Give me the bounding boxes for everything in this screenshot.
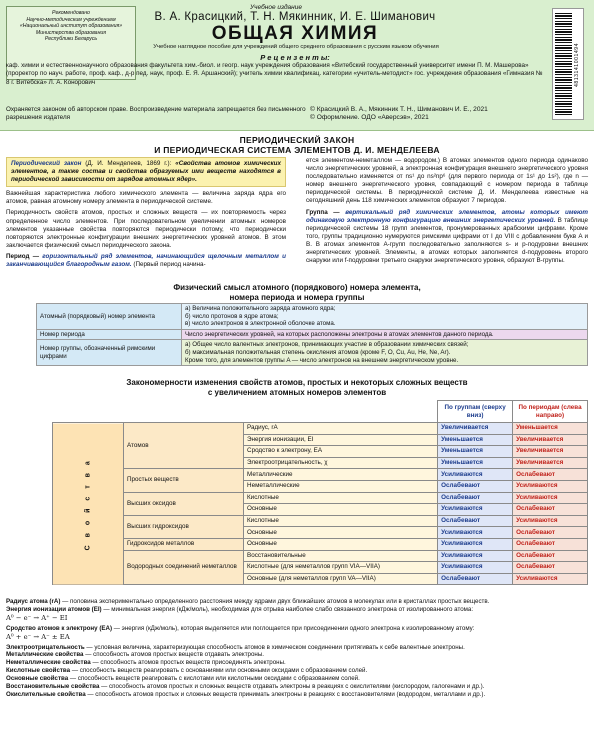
- stamp-line: «Национальный институт образования»: [19, 23, 123, 30]
- trend-periods: Усиливаются: [513, 573, 588, 585]
- copyright-notice: Охраняется законом об авторском праве. Воспроизведение материала запрещается без письменного разрешения издателя: [6, 106, 306, 122]
- barcode: [552, 8, 584, 120]
- definition-term: Неметаллические свойства: [6, 659, 91, 667]
- subtitle-line: с увеличением атомных номеров элементов: [207, 387, 387, 397]
- table-row: [37, 329, 588, 340]
- left-column: [6, 157, 286, 272]
- trend-periods: Увеличивается: [513, 434, 588, 446]
- definition-text: — условная величина, характеризующая способность атомов в химическом соединении притягивать к себе валентные электроны.: [84, 643, 465, 651]
- trend-periods: Усиливаются: [513, 480, 588, 492]
- row-key: Номер периода: [37, 329, 182, 340]
- trend-groups: Уменьшается: [438, 434, 513, 446]
- property-name: Восстановительные: [244, 550, 438, 562]
- copyright-authors: © Красицкий В. А., Мякинник Т. Н., Шиманович И. Е., 2021: [310, 106, 488, 113]
- law-text: «Свойства атомов химических элементов, а также состав и свойства образуемых ими веществ находятся в периодической зависимости от зарядов атомных ядер».: [11, 160, 282, 184]
- property-name: Сродство к электрону, EА: [244, 446, 438, 458]
- section-title-line: ПЕРИОДИЧЕСКИЙ ЗАКОН: [239, 135, 355, 145]
- definition-item: [6, 667, 588, 675]
- definition-text: — способность веществ реагировать с кислотами или кислотными оксидами с образованием солей.: [68, 675, 360, 683]
- trend-periods: Ослабевают: [513, 469, 588, 481]
- definition-text: — способность атомов простых веществ отдавать электроны.: [83, 651, 265, 659]
- definition-item: [6, 691, 588, 699]
- trend-periods: Ослабевают: [513, 504, 588, 516]
- definition-text: — способность веществ реагировать с основаниями или основными оксидами с образованием солей.: [70, 667, 368, 675]
- row-value: [182, 340, 588, 366]
- law-author: (Д. И. Менделеев, 1869 г.):: [85, 160, 172, 167]
- book-title: ОБЩАЯ ХИМИЯ: [211, 23, 379, 44]
- stamp-line: Научно-методическим учреждением: [26, 16, 116, 23]
- trend-groups: Ослабевают: [438, 515, 513, 527]
- regularities-table: [52, 400, 588, 585]
- physical-meaning-title: [0, 283, 594, 302]
- physical-meaning-table: [36, 303, 588, 366]
- definitions-list: [6, 598, 588, 699]
- row-value: [182, 329, 588, 340]
- stamp-line: Рекомендовано: [52, 10, 90, 16]
- formula: A⁰ − e⁻ → A⁺ − EI: [6, 613, 68, 622]
- trend-periods: Ослабевают: [513, 527, 588, 539]
- col-header-groups: По группам (сверху вниз): [438, 401, 513, 423]
- period-term: Период —: [6, 252, 40, 260]
- table-row: [53, 538, 588, 550]
- trend-periods: Ослабевают: [513, 538, 588, 550]
- row-key: Номер группы, обозначенный римскими цифрами: [37, 340, 182, 366]
- book-type: Учебное издание: [250, 4, 302, 11]
- property-name: Электроотрицательность, χ: [244, 457, 438, 469]
- period-def: горизонтальный ряд элементов, начинающийся щелочным металлом и заканчивающийся благородным газом.: [6, 252, 286, 269]
- period-tail: (Первый период начина-: [133, 261, 206, 269]
- row-value: [182, 304, 588, 330]
- value-line: а) Общее число валентных электронов, принимающих участие в образовании химических связей;: [185, 341, 469, 349]
- trend-groups: Усиливаются: [438, 527, 513, 539]
- paragraph: ется элементом-неметаллом — водородом.) В атомах элементов одного периода одинаково число энергетических уровней, а электронная конфигурация внешнего энергетического уровня последовательно изменяется от ns¹ до ns²np⁶ (для первого периода от 1s¹ до 1s²), где n — номер внешнего энергетического уровня, совпадающий с номером периода в таблице периодической системы. В периодической системе Д. И. Менделеева известные на сегодняшний день 118 химических элементов образуют 7 периодов.: [306, 157, 588, 205]
- table-row: [53, 423, 588, 435]
- trend-periods: Усиливаются: [513, 492, 588, 504]
- definition-item: [6, 598, 588, 606]
- property-name: Основные (для неметаллов групп VA—VIIA): [244, 573, 438, 585]
- paragraph: Периодичность свойств атомов, простых и сложных веществ — их повторяемость через определенное число элементов. При последовательном увеличении атомных номеров элементов указанные свойства повторяются периодически потому, что периодически повторяются электронные конфигурации внешних энергетических уровней атомов. В этом заключается физический смысл периодического закона.: [6, 209, 286, 249]
- formula: A⁰ + e⁻ → A⁻ ± EА: [6, 632, 70, 641]
- regularities-title: [0, 378, 594, 397]
- table-row: [37, 304, 588, 330]
- subtitle-line: Закономерности изменения свойств атомов, простых и некоторых сложных веществ: [126, 378, 468, 387]
- trend-groups: Ослабевают: [438, 492, 513, 504]
- table-row: [37, 340, 588, 366]
- regularities-body: [53, 423, 588, 585]
- definition-term: Сродство атомов к электрону (EА): [6, 624, 113, 632]
- property-name: Основные: [244, 527, 438, 539]
- property-name: Кислотные (для неметаллов групп VIA—VIIA): [244, 562, 438, 574]
- value-line: б) число протонов в ядре атома;: [185, 312, 279, 320]
- trend-groups: Ослабевают: [438, 573, 513, 585]
- trend-groups: Увеличивается: [438, 423, 513, 435]
- group-term: Группа —: [306, 208, 340, 216]
- group-name: Высших гидроксидов: [124, 515, 244, 538]
- reviewers-text: каф. химии и естественнонаучного образования факультета хим.-биол. и геогр. наук учреждения образования «Витебский государственный университет имени П. М. Машерова» (проректор по науч. работе, проф. каф., д-р пед. наук, проф. Е. Я. Аршанский); учитель химии квалификац. категории «учитель-методист» гос. учреждения образования «Гимназия № 8 г. Витебска» Л. А. Конорович: [6, 62, 543, 86]
- definition-term: Металлические свойства: [6, 651, 84, 659]
- stamp-line: Республики Беларусь: [44, 36, 98, 43]
- trend-groups: Усиливаются: [438, 469, 513, 481]
- property-name: Кислотные: [244, 492, 438, 504]
- stamp-line: Министерства образования: [35, 29, 107, 36]
- value-line: б) максимальная положительная степень окисления атомов (кроме F, O, Cu, Au, He, Ne, Ar).: [185, 348, 451, 356]
- trend-periods: Увеличивается: [513, 457, 588, 469]
- trend-groups: Ослабевают: [438, 480, 513, 492]
- group-name: Водородных соединений неметаллов: [124, 550, 244, 585]
- definition-text: — энергия (кДж/моль), которая выделяется или поглощается при присоединении одного электрона к изолированному атому:: [112, 624, 475, 632]
- trend-periods: Усиливаются: [513, 515, 588, 527]
- value-line: в) число электронов в электронной оболочке атома.: [185, 320, 336, 328]
- value-line: Число энергетических уровней, на которых расположены электроны в атомах элементов данного периода.: [185, 330, 494, 338]
- definition-item: [6, 606, 588, 614]
- property-name: Энергия ионизации, EI: [244, 434, 438, 446]
- property-name: Металлические: [244, 469, 438, 481]
- property-name: Основные: [244, 504, 438, 516]
- table-row: [53, 469, 588, 481]
- definition-text: — способность атомов простых веществ присоединять электроны.: [90, 659, 286, 667]
- trend-periods: Ослабевают: [513, 550, 588, 562]
- property-name: Неметаллические: [244, 480, 438, 492]
- definition-term: Восстановительные свойства: [6, 683, 100, 691]
- trend-groups: Уменьшается: [438, 457, 513, 469]
- copyright-design: © Оформление. ОДО «Аверсэв», 2021: [310, 114, 429, 122]
- group-name: Простых веществ: [124, 469, 244, 492]
- paragraph: Важнейшая характеристика любого химического элемента — величина заряда ядра его атомов, равная атомному номеру элемента в периодической системе.: [6, 190, 286, 206]
- definition-item: [6, 625, 588, 633]
- table-header-row: [53, 401, 588, 423]
- section-title-line: И ПЕРИОДИЧЕСКАЯ СИСТЕМА ЭЛЕМЕНТОВ Д. И. МЕНДЕЛЕЕВА: [154, 145, 440, 155]
- definition-term: Кислотные свойства: [6, 667, 71, 675]
- definition-item: [6, 683, 588, 691]
- barcode-bars: [555, 13, 572, 117]
- definition-item: [6, 659, 588, 667]
- trend-groups: Усиливаются: [438, 538, 513, 550]
- definition-text: — минимальная энергия (кДж/моль), необходимая для отрыва наиболее слабо связанного электрона от изолированного атома:: [101, 605, 474, 613]
- trend-periods: Увеличивается: [513, 446, 588, 458]
- reviewers-heading: Р е ц е н з е н т ы:: [260, 53, 330, 62]
- group-name: Высших оксидов: [124, 492, 244, 515]
- header-spacer: [53, 401, 438, 423]
- definition-item: [6, 651, 588, 659]
- subtitle-line: номера периода и номера группы: [229, 292, 365, 302]
- definition-term: Энергия ионизации атомов (EI): [6, 605, 102, 613]
- group-name: Атомов: [124, 423, 244, 469]
- barcode-number: 4813141001494: [574, 43, 580, 88]
- definition-term: Основные свойства: [6, 675, 69, 683]
- table-row: [53, 550, 588, 562]
- periodic-law-box: [6, 157, 286, 187]
- definition-item: [6, 644, 588, 652]
- definition-term: Окислительные свойства: [6, 690, 86, 698]
- definition-text: — способность атомов простых и сложных веществ отдавать электроны в реакциях с окислителями (кислородом, галогенами и др.).: [99, 683, 485, 691]
- copyright-info: [310, 106, 550, 123]
- law-label: Периодический закон: [11, 160, 82, 167]
- table-row: [53, 515, 588, 527]
- definition-item: [6, 675, 588, 683]
- table-row: [53, 492, 588, 504]
- trend-groups: Усиливаются: [438, 550, 513, 562]
- book-subtitle: Учебное наглядное пособие для учреждений общего среднего образования с русским языком обучения: [153, 44, 439, 50]
- group-name: Гидроксидов металлов: [124, 538, 244, 550]
- definition-text: — половина экспериментально определенного расстояния между ядрами двух ближайших атомов в молекулах или в кристаллах простых веществ.: [60, 598, 490, 605]
- definition-term: Радиус атома (rА): [6, 598, 61, 605]
- right-column: [306, 157, 588, 268]
- value-line: а) Величина положительного заряда атомного ядра;: [185, 305, 336, 312]
- trend-groups: Усиливаются: [438, 562, 513, 574]
- group-def: вертикальный ряд химических элементов, атомы которых имеют одинаковую электронную конфигурацию внешних энергетических уровней.: [306, 208, 588, 224]
- period-definition: [6, 253, 286, 269]
- side-label: С в о й с т в а: [53, 423, 124, 585]
- trend-periods: Уменьшается: [513, 423, 588, 435]
- group-rest: В таблице периодической системы 18 групп элементов, пронумерованных арабскими цифрами. Кроме того, группы традиционно нумеруются римскими цифрами от I до VIII с добавлением букв A и B. В атомах элементов A-групп последовательно заполняются s- и p-подуровни внешних энергетических уровней. Элементы, в атомах которых заполняется d-подуровень второго снаружи или f-подуровни третьего снаружи энергетического уровня, образуют B-группы.: [306, 216, 588, 265]
- section-title: [0, 135, 594, 155]
- value-line: Кроме того, для элементов группы A — число электронов на внешнем энергетическом уровне.: [185, 356, 459, 364]
- trend-groups: Усиливаются: [438, 504, 513, 516]
- group-definition: [306, 209, 588, 266]
- subtitle-line: Физический смысл атомного (порядкового) номера элемента,: [173, 283, 421, 292]
- header-panel: [0, 0, 594, 131]
- authors: В. А. Красицкий, Т. Н. Мякинник, И. Е. Шиманович: [154, 11, 436, 23]
- col-header-periods: По периодам (слева направо): [513, 401, 588, 423]
- property-name: Основные: [244, 538, 438, 550]
- trend-periods: Ослабевают: [513, 562, 588, 574]
- definition-text: — способность атомов простых и сложных веществ принимать электроны в реакциях с восстановителями (водородом, металлами и др.).: [85, 690, 486, 698]
- property-name: Радиус, rА: [244, 423, 438, 435]
- row-key: Атомный (порядковый) номер элемента: [37, 304, 182, 330]
- trend-groups: Уменьшается: [438, 446, 513, 458]
- definition-term: Электроотрицательность: [6, 643, 85, 651]
- property-name: Кислотные: [244, 515, 438, 527]
